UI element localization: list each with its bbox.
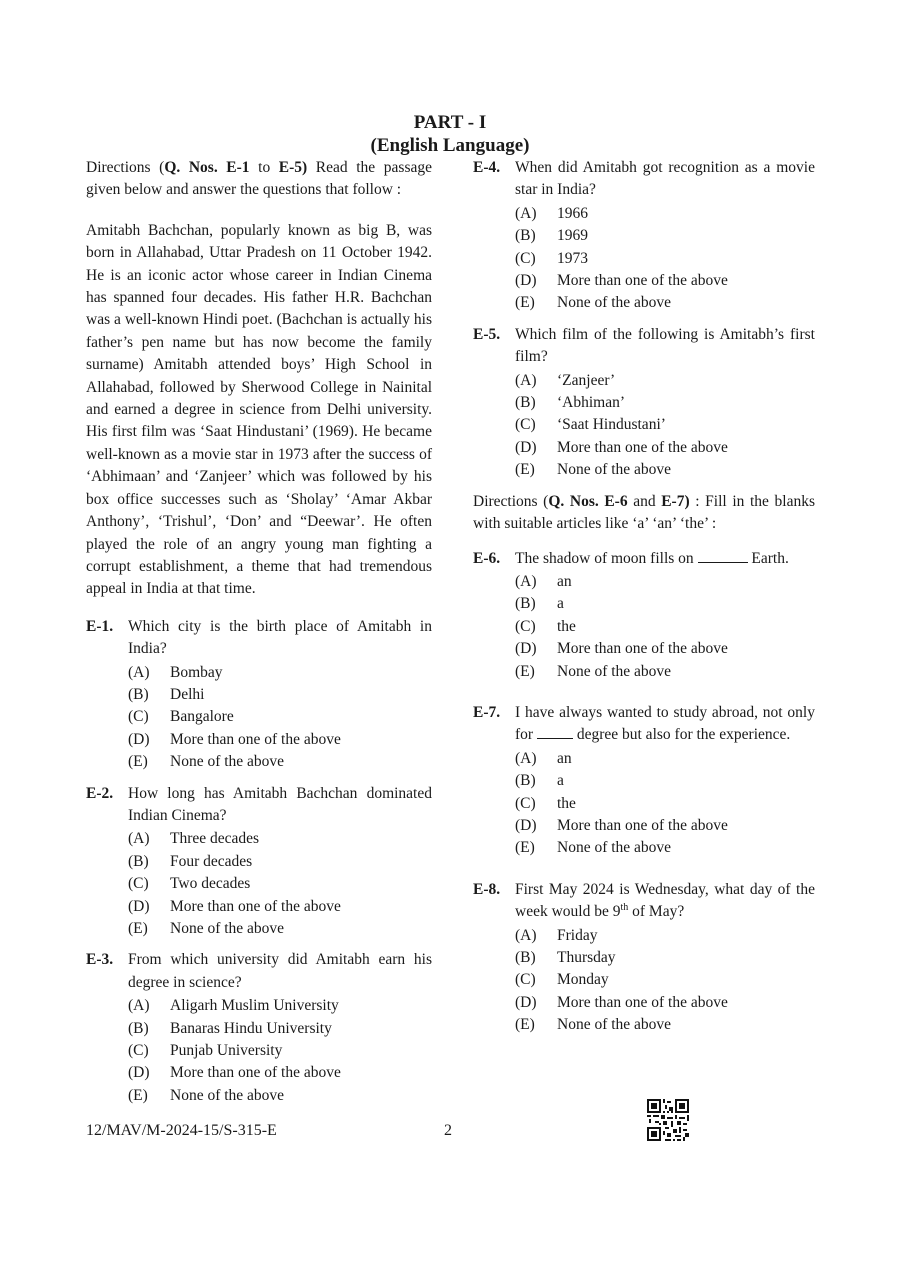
- option-a: (A) ‘Zanjeer’: [515, 371, 616, 389]
- option-b: (B) Banaras Hindu University: [128, 1019, 332, 1037]
- question-text: The shadow of moon fills on Earth.: [515, 549, 789, 567]
- option-a: (A) Bombay: [128, 663, 223, 681]
- question-e1: [86, 616, 432, 774]
- option-c: (C) Two decades: [128, 875, 251, 893]
- option-d: (D) More than one of the above: [128, 897, 341, 915]
- question-text: When did Amitabh got recognition as a movie star in India?: [515, 159, 815, 199]
- option-c: (C) the: [515, 617, 576, 635]
- directions-e6-e7: Directions (Q. Nos. E-6 and E-7) : Fill in the blanks with suitable articles like ‘a’ ‘an’ ‘the’ :: [473, 492, 815, 533]
- option-e: (E) None of the above: [515, 294, 672, 312]
- question-number: E-7.: [473, 703, 501, 721]
- option-e: (E) None of the above: [515, 839, 672, 857]
- option-d: (D) More than one of the above: [515, 993, 728, 1011]
- option-c: (C) Monday: [515, 971, 609, 989]
- question-number: E-5.: [473, 325, 501, 343]
- question-text: I have always wanted to study abroad, not only for degree but also for the experience.: [515, 703, 815, 744]
- option-d: (D) More than one of the above: [515, 272, 728, 290]
- question-e5: [473, 324, 815, 482]
- question-text: Which city is the birth place of Amitabh in India?: [128, 617, 432, 658]
- paper-code: 12/MAV/M-2024-15/S-315-E: [86, 1122, 277, 1139]
- qr-code-icon: [647, 1099, 689, 1141]
- option-d: (D) More than one of the above: [515, 438, 728, 456]
- question-number: E-4.: [473, 159, 501, 176]
- option-e: (E) None of the above: [128, 920, 285, 937]
- option-b: (B) Four decades: [128, 852, 253, 870]
- subject-title: (English Language): [370, 135, 530, 156]
- option-b: (B) a: [515, 595, 564, 613]
- option-c: (C) ‘Saat Hindustani’: [515, 416, 666, 434]
- option-a: (A) an: [515, 749, 572, 767]
- option-e: (E) None of the above: [128, 753, 285, 771]
- option-e: (E) None of the above: [515, 461, 672, 479]
- option-c: (C) 1973: [515, 249, 588, 267]
- blank-line: [537, 724, 573, 739]
- option-d: (D) More than one of the above: [128, 1064, 341, 1082]
- option-e: (E) None of the above: [128, 1086, 285, 1104]
- option-a: (A) Aligarh Muslim University: [128, 997, 339, 1015]
- question-text: How long has Amitabh Bachchan dominated Indian Cinema?: [128, 784, 432, 824]
- option-c: (C) Punjab University: [128, 1042, 283, 1060]
- option-d: (D) More than one of the above: [128, 730, 341, 748]
- directions-e1-e5: Directions (Q. Nos. E-1 to E-5) Read the passage given below and answer the questions that follow :: [86, 159, 432, 199]
- option-a: (A) an: [515, 572, 572, 590]
- option-e: (E) None of the above: [515, 1016, 672, 1034]
- option-c: (C) Bangalore: [128, 708, 234, 726]
- question-number: E-2.: [86, 784, 114, 802]
- question-e7: [473, 702, 815, 860]
- option-d: (D) More than one of the above: [515, 640, 728, 658]
- question-e4: [473, 157, 815, 315]
- part-title: PART - I: [413, 112, 487, 133]
- question-number: E-3.: [86, 951, 114, 969]
- option-b: (B) 1969: [515, 227, 588, 245]
- page-number: 2: [444, 1122, 452, 1139]
- question-text: Which film of the following is Amitabh’s first film?: [515, 325, 815, 366]
- question-e6: [473, 548, 815, 683]
- option-b: (B) Delhi: [128, 685, 205, 703]
- question-text: First May 2024 is Wednesday, what day of the week would be 9th of May?: [515, 880, 815, 921]
- option-c: (C) the: [515, 794, 576, 812]
- left-column: [86, 157, 432, 1107]
- question-e8: [473, 879, 815, 1037]
- option-a: (A) Three decades: [128, 830, 260, 848]
- option-a: (A) Friday: [515, 926, 598, 944]
- option-b: (B) Thursday: [515, 949, 616, 966]
- option-d: (D) More than one of the above: [515, 816, 728, 834]
- option-a: (A) 1966: [515, 204, 588, 222]
- blank-line: [698, 548, 748, 563]
- question-number: E-6.: [473, 549, 501, 567]
- option-e: (E) None of the above: [515, 662, 672, 680]
- option-b: (B) ‘Abhiman’: [515, 394, 626, 412]
- question-e3: [86, 949, 432, 1107]
- option-b: (B) a: [515, 772, 564, 790]
- passage: Amitabh Bachchan, popularly known as big B, was born in Allahabad, Uttar Pradesh on 11 October 1942. He is an iconic actor whose career in Indian Cinema has spanned four decades. His father H.R. Bachchan was a well-known Hindi poet. (Bachchan is actually his father’s pen name but has now become the family surname) Amitabh attended boys’ High School in Allahabad, followed by Sherwood College in Nainital and earned a degree in science from Delhi university. His first film was ‘Saat Hindustani’ (1969). He became well-known as a movie star in 1973 after the success of ‘Abhimaan’ and ‘Zanjeer’ which was followed by his box office successes such as ‘Sholay’ ‘Amar Akbar Anthony’, ‘Trishul’, ‘Don’ and “Deewar’. He often played the role of an angry young man fighting a corrupt establishment, a theme that had tremendous appeal in India at that time.: [86, 221, 432, 598]
- question-number: E-8.: [473, 880, 501, 898]
- right-column: [473, 157, 815, 1037]
- question-e2: [86, 783, 432, 941]
- question-text: From which university did Amitabh earn his degree in science?: [128, 951, 432, 991]
- question-number: E-1.: [86, 617, 114, 635]
